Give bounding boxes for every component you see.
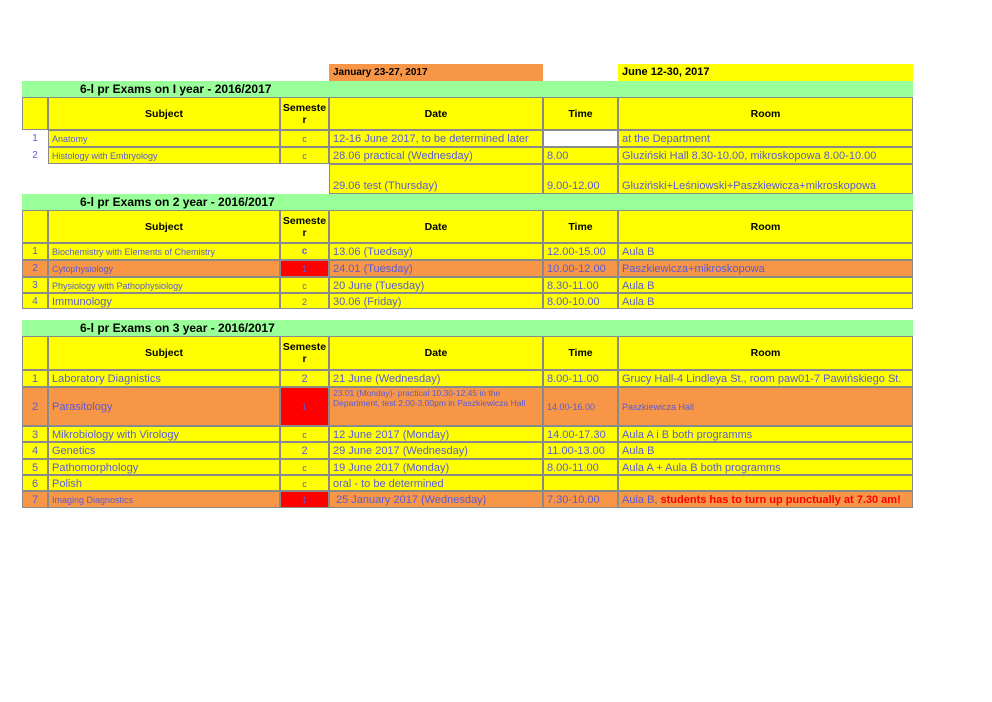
table-row-semester: 1 — [280, 491, 329, 508]
s1-header-subject: Subject — [48, 97, 280, 130]
section1-title: 6-l pr Exams on I year - 2016/2017 — [22, 81, 913, 97]
s2-header-date: Date — [329, 210, 543, 243]
table-row-time — [543, 130, 618, 147]
table-row-date: 24.01 (Tuesday) — [329, 260, 543, 277]
table-row-time — [543, 475, 618, 491]
s2-header-time: Time — [543, 210, 618, 243]
s3-header-subject: Subject — [48, 336, 280, 370]
table-row-date: 23.01 (Monday)- practical 10.30-12.45 in the Department, test 2.00-3.00pm in Paszkiewicza Hall — [329, 387, 543, 426]
table-row-time: 8.00-11.00 — [543, 370, 618, 387]
table-row-subject: Immunology — [48, 293, 280, 309]
table-row-num: 4 — [22, 442, 48, 459]
table-row-room: at the Department — [618, 130, 913, 147]
table-row-semester: 1 — [280, 260, 329, 277]
s3-header-room: Room — [618, 336, 913, 370]
s1-header-semester: Semeste r — [280, 97, 329, 130]
table-row-subject: Polish — [48, 475, 280, 491]
table-row-semester: c — [280, 130, 329, 147]
table-row-num: 1 — [22, 243, 48, 260]
table-row-subject: Pathomorphology — [48, 459, 280, 475]
table-row-room: Paszkiewicza Hall — [618, 387, 913, 426]
table-row-room: Paszkiewicza+mikroskopowa — [618, 260, 913, 277]
table-row-subject: Cytophysiology — [48, 260, 280, 277]
table-row-room: Aula B — [618, 442, 913, 459]
table-row-semester: 2 — [280, 370, 329, 387]
table-row-subject: Laboratory Diagnistics — [48, 370, 280, 387]
s3-header-time: Time — [543, 336, 618, 370]
section2-title: 6-l pr Exams on 2 year - 2016/2017 — [22, 194, 913, 210]
table-row-num: 2 — [22, 387, 48, 426]
s1-header-time: Time — [543, 97, 618, 130]
table-row-semester: c — [280, 243, 329, 260]
punctuality-warning: students has to turn up punctually at 7.30 am! — [660, 494, 901, 506]
s1-header-date: Date — [329, 97, 543, 130]
table-row-date: 29 June 2017 (Wednesday) — [329, 442, 543, 459]
table-row-num: 7 — [22, 491, 48, 508]
table-row-semester: 2 — [280, 293, 329, 309]
table-row-subject: Biochemistry with Elements of Chemistry — [48, 243, 280, 260]
table-row-num: 3 — [22, 426, 48, 442]
table-row-subject: Anatomy — [48, 130, 280, 147]
table-row-semester: c — [280, 277, 329, 293]
table-row-num: 1 — [22, 370, 48, 387]
s2-header-num — [22, 210, 48, 243]
table-row-time: 11.00-13.00 — [543, 442, 618, 459]
table-row-subject: Imaging Diagnostics — [48, 491, 280, 508]
table-row-date: 13.06 (Tuedsay) — [329, 243, 543, 260]
table-row-subject: Histology with Embryology — [48, 147, 280, 164]
section3-title: 6-l pr Exams on 3 year - 2016/2017 — [22, 320, 913, 336]
s2-header-subject: Subject — [48, 210, 280, 243]
table-row-date: 19 June 2017 (Monday) — [329, 459, 543, 475]
room-text: Aula B, — [622, 494, 658, 506]
table-row-num: 5 — [22, 459, 48, 475]
table-row-date: 21 June (Wednesday) — [329, 370, 543, 387]
table-row-date: 12 June 2017 (Monday) — [329, 426, 543, 442]
table-row-subject: Genetics — [48, 442, 280, 459]
table-row-room — [618, 491, 913, 508]
table-row-room: Aula A + Aula B both programms — [618, 459, 913, 475]
s2-header-semester: Semeste r — [280, 210, 329, 243]
table-row-room: Aula B — [618, 293, 913, 309]
s3-header-date: Date — [329, 336, 543, 370]
table-row-num: 6 — [22, 475, 48, 491]
table-row-time: 8.30-11.00 — [543, 277, 618, 293]
january-banner: January 23-27, 2017 — [329, 64, 543, 81]
table-row-semester: c — [280, 147, 329, 164]
table-row-date: 25 January 2017 (Wednesday) — [329, 491, 543, 508]
table-row-num: 4 — [22, 293, 48, 309]
table-row-room: Aula B — [618, 243, 913, 260]
table-row-date: 29.06 test (Thursday) — [329, 164, 543, 194]
table-row-time: 10.00-12.00 — [543, 260, 618, 277]
table-row-semester: 2 — [280, 442, 329, 459]
table-row-time: 12.00-15.00 — [543, 243, 618, 260]
table-row-semester: c — [280, 475, 329, 491]
table-row-room: Gluziński Hall 8.30-10.00, mikroskopowa 8.00-10.00 — [618, 147, 913, 164]
s1-header-room: Room — [618, 97, 913, 130]
table-row-semester: c — [280, 459, 329, 475]
table-row-room: Aula B — [618, 277, 913, 293]
table-row-num: 3 — [22, 277, 48, 293]
table-row-num: 2 — [22, 147, 48, 164]
s3-header-num — [22, 336, 48, 370]
table-row-time: 8.00-11.00 — [543, 459, 618, 475]
table-row-room: Gluziński+Leśniowski+Paszkiewicza+mikroskopowa — [618, 164, 913, 194]
table-row-subject: Parasitology — [48, 387, 280, 426]
table-row-time: 9.00-12.00 — [543, 164, 618, 194]
table-row-date: 28.06 practical (Wednesday) — [329, 147, 543, 164]
s3-header-semester: Semeste r — [280, 336, 329, 370]
table-row-subject: Mikrobiology with Virology — [48, 426, 280, 442]
table-row-room: Grucy Hall-4 Lindleya St., room paw01-7 Pawińskiego St. — [618, 370, 913, 387]
table-row-time: 8.00 — [543, 147, 618, 164]
s1-header-num — [22, 97, 48, 130]
table-row-num: 2 — [22, 260, 48, 277]
table-row-room: Aula A i B both programms — [618, 426, 913, 442]
june-banner: June 12-30, 2017 — [618, 64, 913, 81]
table-row-num: 1 — [22, 130, 48, 147]
table-row-date: 12-16 June 2017, to be determined later — [329, 130, 543, 147]
table-row-subject: Physiology with Pathophysiology — [48, 277, 280, 293]
table-row-date: oral - to be determined — [329, 475, 543, 491]
table-row-semester: 1 — [280, 387, 329, 426]
s2-header-room: Room — [618, 210, 913, 243]
table-row-date: 20 June (Tuesday) — [329, 277, 543, 293]
table-row-time: 14.00-17.30 — [543, 426, 618, 442]
table-row-time: 7.30-10.00 — [543, 491, 618, 508]
table-row-semester: c — [280, 426, 329, 442]
table-row-time: 8.00-10.00 — [543, 293, 618, 309]
table-row-room — [618, 475, 913, 491]
table-row-time: 14.00-16.00 — [543, 387, 618, 426]
table-row-date: 30.06 (Friday) — [329, 293, 543, 309]
